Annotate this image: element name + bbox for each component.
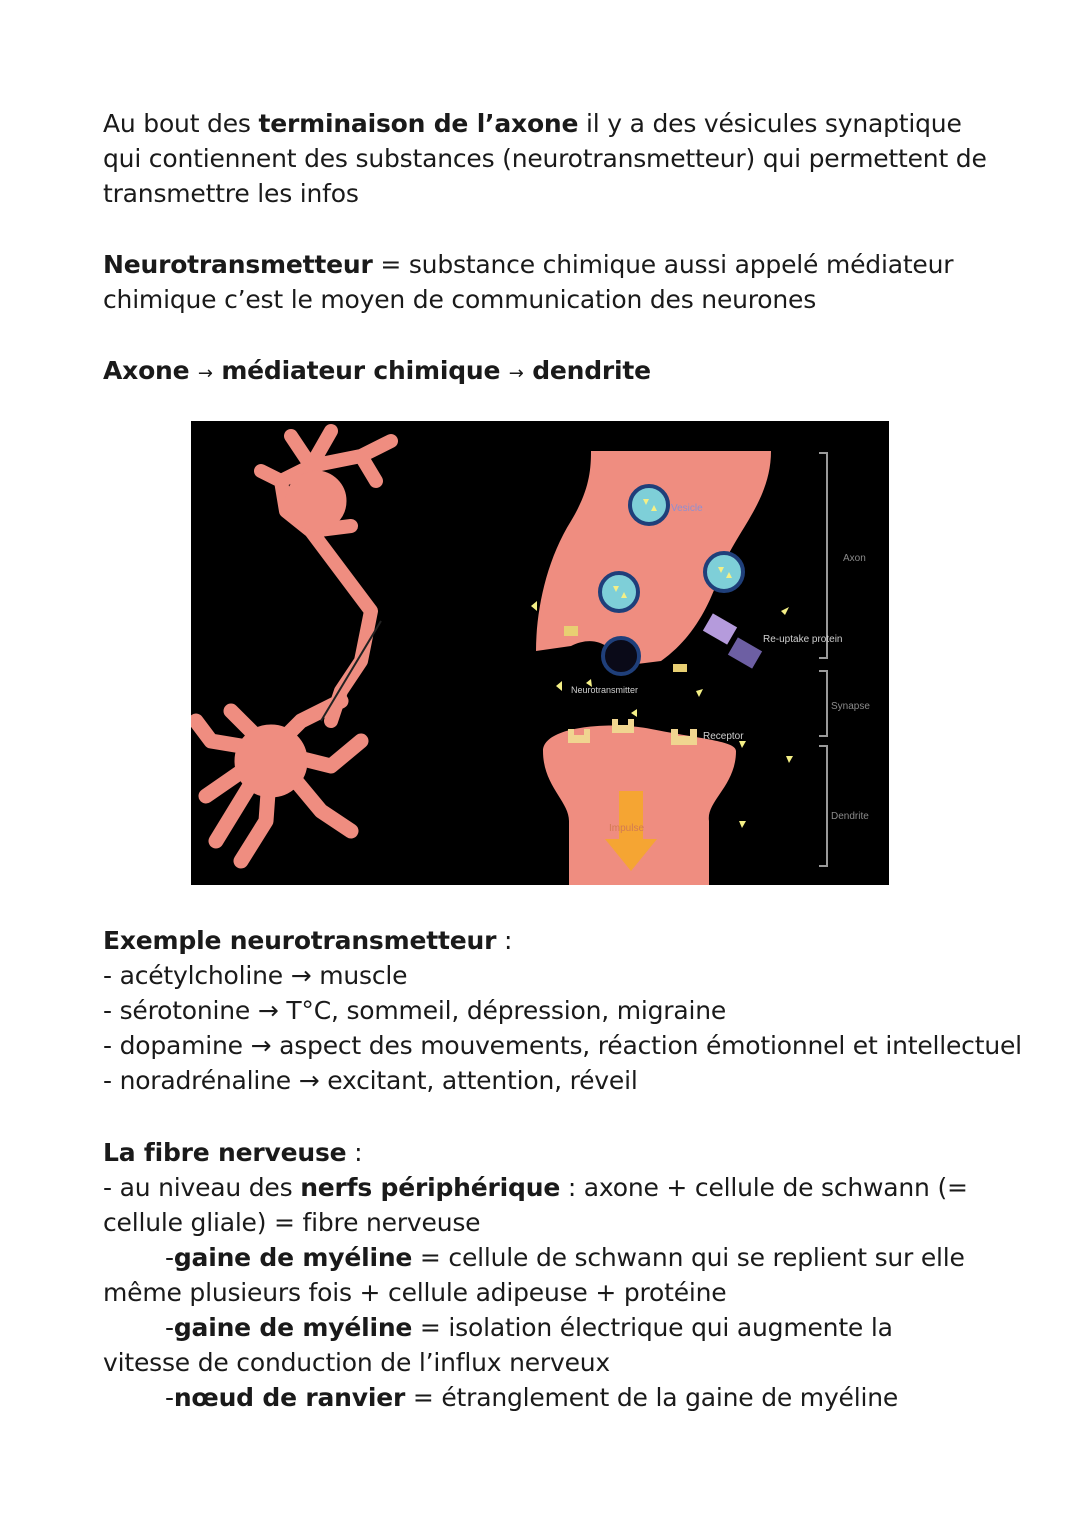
text: : axone + cellule de schwann (= cellule gliale) = fibre nerveuse — [103, 1173, 968, 1237]
text: = cellule de schwann qui se replient sur elle même plusieurs fois + cellule adipeuse + protéine — [103, 1243, 965, 1307]
fibre-line-4 — [103, 1380, 973, 1415]
text: - — [165, 1313, 174, 1342]
text: = étranglement de la gaine de myéline — [405, 1383, 899, 1412]
fibre-line-2 — [103, 1240, 973, 1310]
arrow-icon: → — [197, 363, 213, 384]
label-dendrite: Dendrite — [831, 811, 869, 822]
text: - au niveau des — [103, 1173, 301, 1202]
label-axon: Axon — [843, 553, 866, 564]
gate — [564, 626, 578, 636]
text: Au bout des — [103, 109, 259, 138]
examples-title — [103, 923, 1003, 958]
synapse-figure — [191, 421, 889, 885]
text: - — [165, 1383, 174, 1412]
fibre-title — [103, 1135, 973, 1170]
bold-term: terminaison de l’axone — [258, 109, 579, 138]
synapse-illustration — [191, 421, 889, 885]
chain-mediator: médiateur chimique — [221, 356, 501, 385]
reuptake-protein — [703, 613, 762, 668]
text: - — [165, 1243, 174, 1272]
chain-axon-mediator-dendrite — [103, 353, 1003, 391]
region-brackets — [819, 453, 827, 866]
chain-dendrite: dendrite — [532, 356, 651, 385]
bold-term: Neurotransmetteur — [103, 250, 373, 279]
label-synapse: Synapse — [831, 701, 870, 712]
label-reuptake — [763, 634, 843, 645]
label-impulse: Impulse — [609, 823, 645, 834]
examples-section — [103, 923, 1022, 1098]
chain-axone: Axone — [103, 356, 190, 385]
bold-term: nerfs périphérique — [300, 1173, 561, 1202]
bold-term: gaine de myéline — [173, 1313, 413, 1342]
fibre-section — [103, 1135, 973, 1415]
text: il y a des vésicules synaptique qui contiennent des substances (neurotransmetteur) qui permettent de transmettre les infos — [103, 109, 987, 208]
list-item: - sérotonine → T°C, sommeil, dépression, migraine — [103, 996, 727, 1025]
neuron-upper — [261, 431, 391, 721]
label-receptor: Receptor — [703, 731, 744, 742]
fibre-line-3 — [103, 1310, 973, 1380]
paragraph-neurotransmitter-definition — [103, 247, 1003, 317]
text: : — [496, 926, 513, 955]
list-item: - noradrénaline → excitant, attention, réveil — [103, 1066, 638, 1095]
arrow-icon: → — [508, 363, 524, 384]
label-vesicle: Vesicle — [671, 503, 703, 514]
label-reuptake-text: Re-uptake protein — [763, 634, 843, 645]
fibre-line-1 — [103, 1170, 973, 1240]
text: = substance chimique aussi appelé médiateur chimique c’est le moyen de communication des neurones — [103, 250, 954, 314]
paragraph-axon-terminals — [103, 106, 1003, 211]
bold-term: nœud de ranvier — [173, 1383, 406, 1412]
bold-term: gaine de myéline — [173, 1243, 413, 1272]
text: : — [346, 1138, 363, 1167]
gate — [673, 664, 687, 672]
label-neurotransmitter: Neurotransmitter — [571, 685, 639, 695]
pointer-line — [321, 621, 381, 721]
list-item: - acétylcholine → muscle — [103, 961, 408, 990]
bold-term: La fibre nerveuse — [103, 1138, 347, 1167]
text: = isolation électrique qui augmente la vitesse de conduction de l’influx nerveux — [103, 1313, 893, 1377]
list-item: - dopamine → aspect des mouvements, réaction émotionnel et intellectuel — [103, 1031, 1022, 1060]
bold-term: Exemple neurotransmetteur — [103, 926, 497, 955]
